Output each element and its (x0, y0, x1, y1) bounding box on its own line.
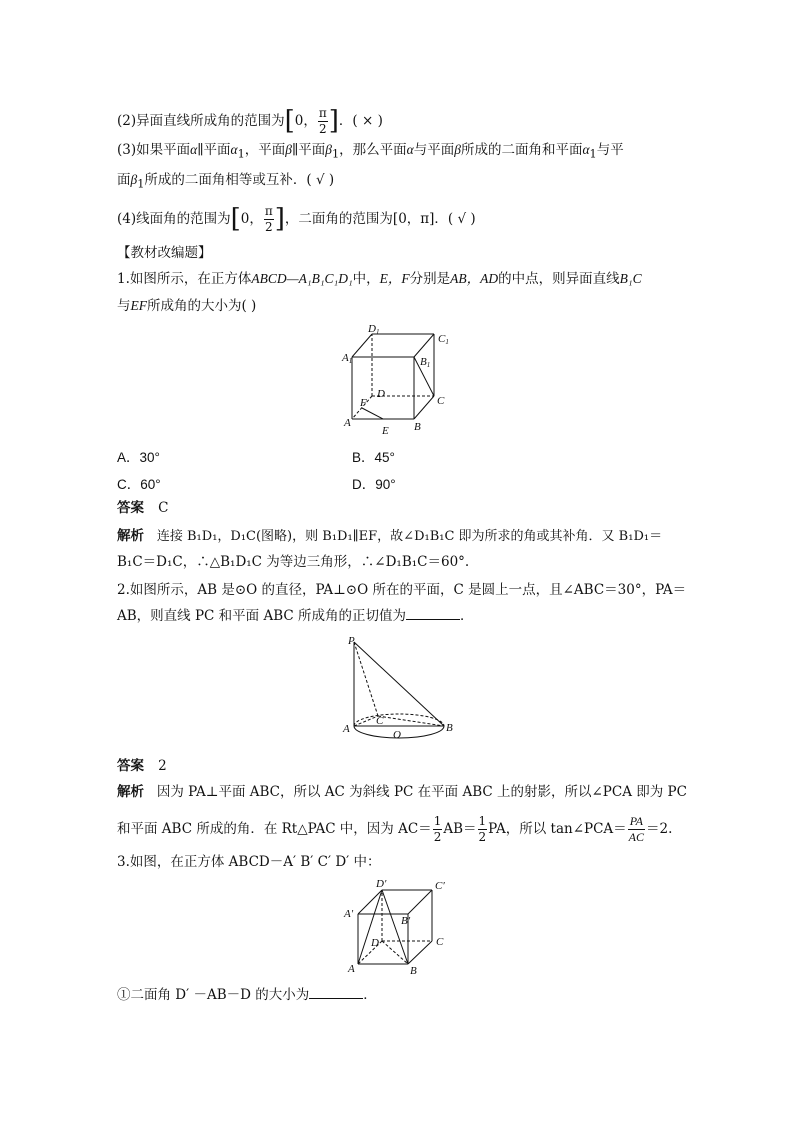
bracket-left: [ (284, 105, 295, 136)
label-b-prime: B′ (401, 915, 411, 927)
edge-b1c1 (414, 334, 434, 357)
q2-line2 (117, 606, 474, 626)
q1-line1 (117, 269, 642, 289)
statement-2: (2)异面直线所成角的范围为[0， $\frac{\pi}{2}$ ]．( × ) (117, 105, 383, 136)
label-d-prime: D′ (376, 878, 387, 890)
q1c: 中， (352, 271, 380, 287)
q1f: AB，AD (450, 271, 499, 286)
q1j: EF (130, 298, 147, 313)
section-title: 【教材改编题】 (117, 245, 212, 261)
answer-value: 2 (158, 758, 167, 774)
label-a: A (343, 723, 350, 735)
s3h: 与平 (596, 142, 624, 158)
label-b1: B1 (420, 356, 431, 369)
label-d1: D1 (368, 323, 380, 336)
label-p: P (348, 635, 355, 647)
cube-figure-1 (340, 322, 460, 438)
frac-den: 2 (319, 122, 327, 136)
range-lower: 0， (240, 211, 263, 227)
label-a1: A1 (342, 352, 353, 365)
a2d: ＝2. (646, 821, 673, 837)
pi-over-two (264, 204, 274, 235)
statement-4 (117, 204, 476, 235)
q1-analysis-line1 (117, 526, 662, 547)
s3c: ，平面 (244, 142, 286, 158)
bracket-left: [ (230, 203, 241, 234)
s3j: 所成的二面角相等或互补． (144, 172, 307, 188)
label-c: C (437, 395, 445, 407)
cone-figure-2 (340, 632, 460, 744)
analysis-text1: 因为 PA⊥平面 ABC，所以 AC 为斜线 PC 在平面 ABC 上的射影，所以∠PCA 即为 PC (156, 784, 687, 800)
s4b: ，二面角的范围为[0，π]． (284, 211, 448, 227)
option-d[interactable]: D．90° (352, 477, 396, 492)
analysis-label: 解析 (117, 528, 144, 544)
q1-analysis-line2: B₁C＝D₁C，∴△B₁D₁C 为等边三角形，∴∠D₁B₁C＝60°. (117, 554, 470, 570)
analysis-text1: 连接 B₁D₁，D₁C(图略)，则 B₁D₁∥EF，故∠D₁B₁C 即为所求的角或其补角．又 B₁D₁＝ (156, 529, 663, 544)
option-c[interactable]: C．60° (117, 477, 161, 492)
frac-num: 1 (478, 814, 487, 828)
answer-blank[interactable] (406, 606, 460, 620)
s3b: ∥平面 (197, 142, 231, 158)
q3-line1: 3.如图，在正方体 ABCD－A′ B′ C′ D′ 中： (117, 854, 381, 870)
cube-figure-3 (340, 876, 460, 980)
s3f: 与平面 (413, 142, 455, 158)
q3-sub1 (117, 985, 377, 1005)
label-c: C (436, 936, 444, 948)
edge-a1d1 (352, 334, 372, 357)
mark-4: ( √ ) (447, 211, 476, 227)
s4a: (4)线面角的范围为 (117, 211, 231, 227)
s3d: ∥平面 (291, 142, 326, 158)
label-o: O (393, 729, 401, 741)
s3i: 面 (117, 172, 131, 188)
bracket-right: ] (328, 105, 339, 136)
range-lower: 0， (294, 113, 317, 129)
answer-value: C (158, 500, 169, 516)
edge-bc (408, 941, 432, 964)
frac-num: π (264, 204, 273, 218)
option-a[interactable]: A．30° (117, 450, 160, 465)
s3e: ，那么平面 (339, 142, 407, 158)
label-a-prime: A′ (344, 908, 354, 920)
pi-over-two (318, 106, 328, 137)
label-d: D (377, 388, 385, 400)
q1-answer (117, 498, 168, 518)
mark-3: ( √ ) (306, 172, 335, 188)
s3a: (3)如果平面 (117, 142, 191, 158)
label-a: A (348, 963, 355, 975)
label-c: C (376, 715, 384, 727)
frac-den: 2 (433, 830, 442, 844)
answer-label: 答案 (117, 758, 144, 774)
q1a: 1.如图所示，在正方体 (117, 271, 252, 287)
bracket-right: ] (274, 203, 285, 234)
frac-num: π (318, 106, 327, 120)
q1k: 所成角的大小为( ) (147, 298, 257, 314)
a2b: AB＝ (443, 821, 477, 837)
q1e: 分别是 (409, 271, 451, 287)
label-b: B (414, 421, 421, 433)
label-c-prime: C′ (435, 880, 445, 892)
answer-label: 答案 (117, 500, 144, 516)
answer-blank[interactable] (309, 985, 363, 999)
segment-pb (354, 642, 444, 726)
q1h: B₁C (619, 271, 642, 286)
statement-3-line1: (3)如果平面α∥平面$\alpha_1$，平面β∥平面$\beta_1$，那么平面α与平面β所成的二面角和平面$\alpha_1$与平 (117, 142, 624, 161)
frac-num: 1 (433, 814, 442, 828)
label-c1: C1 (438, 333, 449, 346)
edge-bc (414, 396, 434, 419)
statement-2-text: (2)异面直线所成角的范围为 (117, 113, 285, 129)
label-e: E (382, 425, 389, 437)
a2c: PA，所以 tan∠PCA＝ (488, 821, 627, 837)
q2-analysis-line1 (117, 782, 687, 802)
circle-back (354, 714, 444, 726)
q1g: 的中点，则异面直线 (498, 271, 620, 287)
frac-pa-ac (628, 814, 645, 845)
segment-cb (378, 716, 444, 726)
a2a: 和平面 ABC 所成的角．在 Rt△PAC 中，因为 AC＝ (117, 821, 432, 837)
statement-3-line2: 面$\beta_1$所成的二面角相等或互补．( √ ) (117, 172, 335, 191)
q1d: E，F (379, 271, 410, 286)
option-b[interactable]: B．45° (352, 450, 395, 465)
frac-half-1 (433, 814, 443, 845)
label-d: D (371, 937, 379, 949)
frac-num: PA (628, 814, 645, 830)
q1b: ABCD—A₁B₁C₁D₁ (251, 271, 353, 286)
frac-den: 2 (478, 830, 487, 844)
label-b: B (410, 965, 417, 977)
q1i: 与 (117, 298, 131, 314)
frac-den: 2 (265, 220, 273, 234)
q2-text: AB，则直线 PC 和平面 ABC 所成角的正切值为 (117, 608, 406, 624)
q2-analysis-line2 (117, 814, 672, 845)
frac-half-2 (478, 814, 488, 845)
q2-line1: 2.如图所示，AB 是⊙O 的直径，PA⊥⊙O 所在的平面，C 是圆上一点，且∠ABC＝30°，PA＝ (117, 582, 687, 598)
edge-b1c1 (408, 890, 432, 914)
label-a: A (344, 417, 351, 429)
q1-line2 (117, 296, 256, 316)
analysis-label: 解析 (117, 784, 144, 800)
s3g: 所成的二面角和平面 (460, 142, 583, 158)
q2-answer (117, 756, 167, 776)
mark-2: ( × ) (352, 113, 383, 129)
segment-ef (362, 408, 383, 419)
frac-den: AC (628, 830, 645, 844)
q3-sub1-end: ． (363, 987, 377, 1003)
label-f: F (360, 397, 367, 409)
q2-end: ． (460, 608, 474, 624)
q3-sub1-text: ①二面角 D′ －AB－D 的大小为 (117, 987, 310, 1003)
label-b: B (446, 722, 453, 734)
